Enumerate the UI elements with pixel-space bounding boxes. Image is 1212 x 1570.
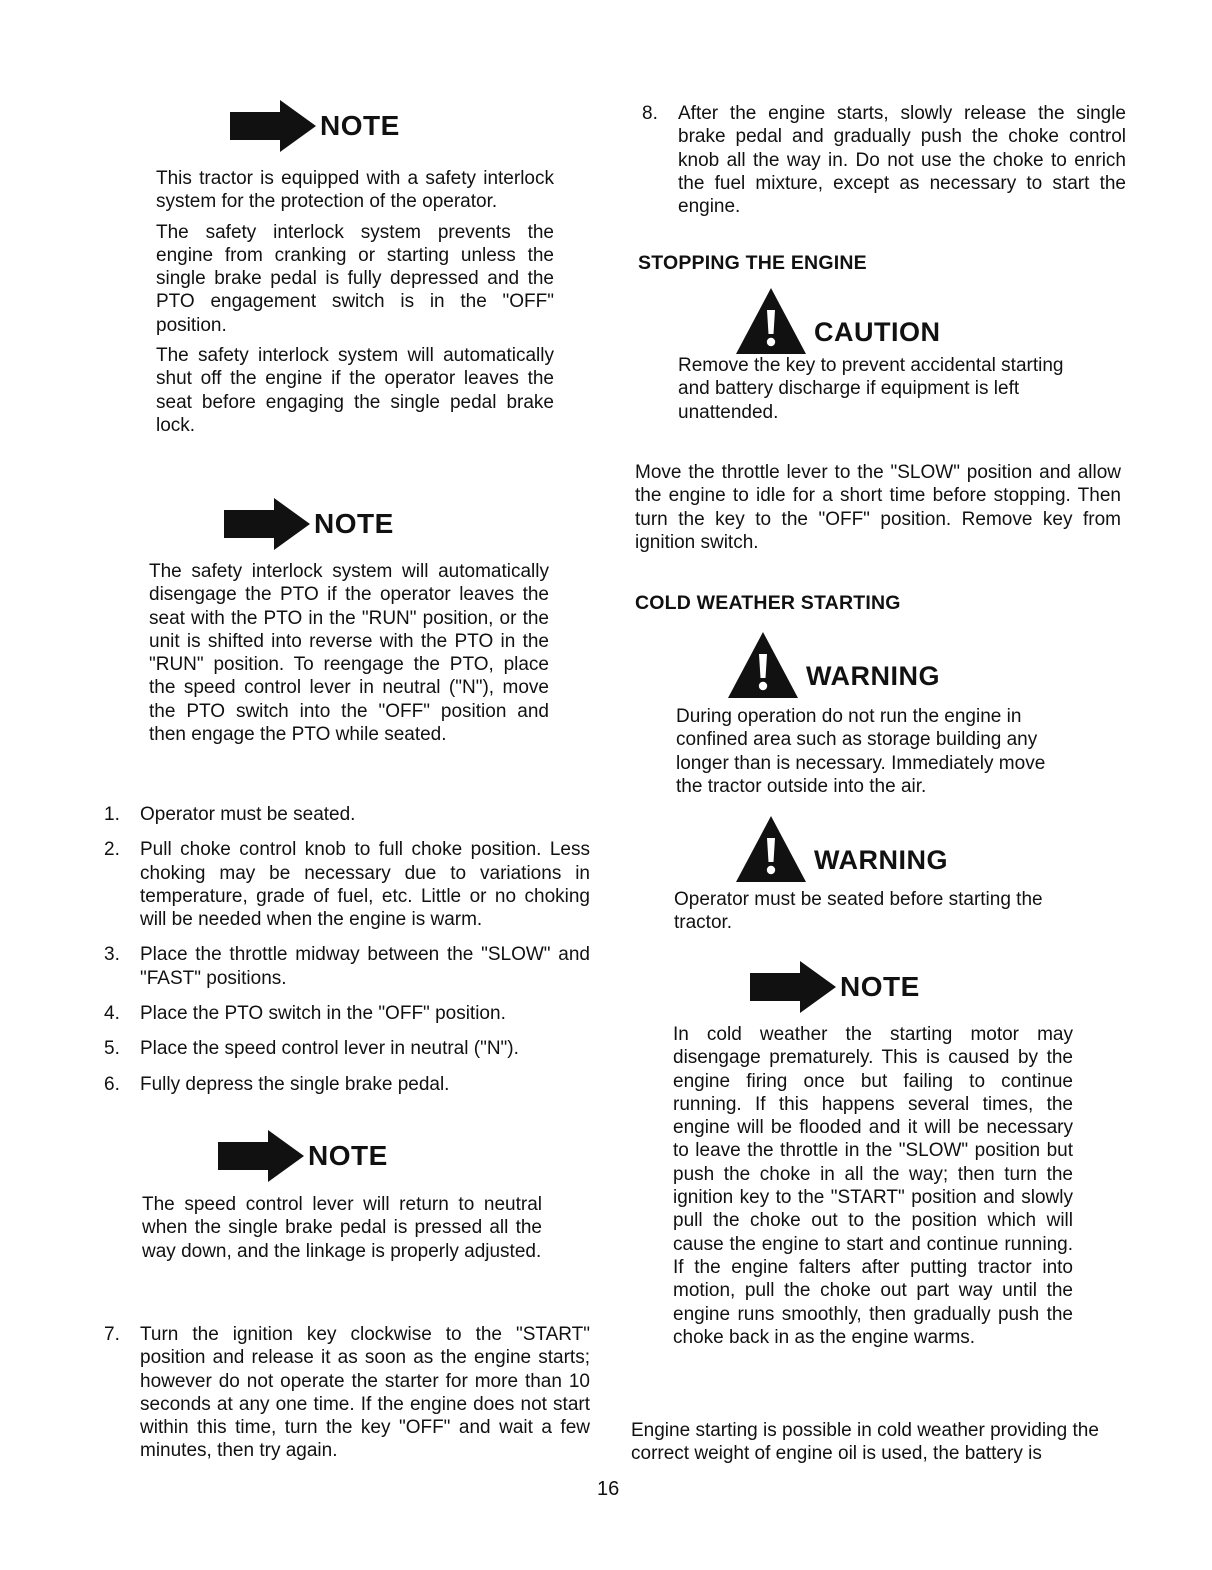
note-arrow-icon [218, 1130, 306, 1182]
note-4-body [673, 1023, 1073, 1349]
step-text: Turn the ignition key clockwise to the "START" position and release it as soon as the engine starts; however do not operate the starter for more than 10 seconds at any one time. If the engine does not start within this time, turn the key "OFF" and wait a few minutes, then try again. [140, 1324, 590, 1462]
note-label: NOTE [308, 1140, 388, 1171]
step-text: Place the PTO switch in the "OFF" position. [140, 1003, 506, 1025]
warning-label: WARNING [814, 845, 948, 875]
closing-text: Engine starting is possible in cold weather providing the correct weight of engine oil is used, the battery is [631, 1420, 1099, 1465]
note-arrow-icon [224, 498, 312, 550]
section-heading-cold-weather: COLD WEATHER STARTING [635, 592, 901, 614]
list-item [642, 102, 1126, 218]
note-3-text: The speed control lever will return to neutral when the single brake pedal is pressed all the way down, and the linkage is properly adjusted. [142, 1194, 542, 1262]
warning-heading-1 [726, 628, 940, 700]
note-arrow-icon [750, 961, 838, 1013]
note-label: NOTE [840, 971, 920, 1002]
step-text: Fully depress the single brake pedal. [140, 1073, 450, 1095]
note-label: NOTE [314, 508, 394, 539]
warning-2-body [674, 888, 1078, 935]
list-item [104, 1323, 590, 1463]
note-label: NOTE [320, 110, 400, 141]
step-text: Place the throttle midway between the "SLOW" and "FAST" positions. [140, 944, 590, 989]
step-8 [642, 102, 1126, 218]
step-number: 8. [642, 103, 658, 124]
closing-body [631, 1419, 1121, 1466]
step-number: 6. [104, 1073, 120, 1095]
list-item [104, 803, 590, 826]
caution-body [678, 354, 1078, 424]
note-1-paragraph-2: The safety interlock system prevents the engine from cranking or starting unless the single brake pedal is fully depressed and the PTO engagement switch is in the "OFF" position. [156, 221, 554, 336]
list-item [104, 943, 590, 990]
note-heading-3 [218, 1130, 388, 1182]
step-number: 2. [104, 839, 120, 861]
step-number: 1. [104, 804, 120, 825]
warning-1-text: During operation do not run the engine in confined area such as storage building any longer than is necessary. Immediately move the tractor outside into the air. [676, 706, 1046, 797]
note-4-text: In cold weather the starting motor may disengage prematurely. This is caused by the engine firing once but failing to continue running. If this happens several times, the engine will be flooded and it will be necessary to leave the throttle in the "SLOW" position but push the choke in all the way; then turn the ignition key to the "START" position and slowly pull the choke out to the position which will cause the engine to start and continue running. If the engine falters after putting tractor into motion, pull the choke out part way until the engine runs smoothly, then gradually push the choke back in as the engine warms. [673, 1024, 1073, 1348]
step-number: 4. [104, 1003, 120, 1025]
section-heading-stopping: STOPPING THE ENGINE [638, 252, 867, 274]
list-item [104, 1073, 590, 1096]
note-heading-2 [224, 498, 394, 550]
warning-2-text: Operator must be seated before starting the tractor. [674, 889, 1043, 934]
list-item [104, 1002, 590, 1025]
caution-heading [734, 284, 941, 356]
note-1-paragraph-3: The safety interlock system will automatically shut off the engine if the operator leaves the seat before engaging the single pedal brake lock. [156, 345, 554, 436]
note-heading-1 [230, 100, 400, 152]
note-1-body [156, 167, 554, 437]
caution-label: CAUTION [814, 317, 941, 347]
note-heading-4 [750, 961, 920, 1013]
list-item [104, 1037, 590, 1060]
step-7 [104, 1323, 590, 1463]
note-3-body [142, 1193, 542, 1263]
page-number: 16 [597, 1478, 620, 1500]
step-text: Pull choke control knob to full choke position. Less choking may be necessary due to variations in temperature, grade of fuel, etc. Little or no choking will be needed when the engine is warm. [140, 839, 590, 931]
warning-1-body [676, 705, 1076, 798]
note-2-body [149, 560, 549, 746]
warning-triangle-icon [734, 814, 808, 884]
list-item [104, 838, 590, 931]
warning-triangle-icon [734, 286, 808, 356]
step-number: 3. [104, 944, 120, 966]
step-text: Operator must be seated. [140, 804, 356, 825]
warning-heading-2 [734, 812, 948, 884]
caution-text: Remove the key to prevent accidental starting and battery discharge if equipment is left unattended. [678, 355, 1064, 423]
note-2-text: The safety interlock system will automatically disengage the PTO if the operator leaves the seat with the PTO in the "RUN" position, or the unit is shifted into reverse with the PTO in the "RUN" position. To reengage the PTO, place the speed control lever in neutral ("N"), move the PTO switch into the "OFF" position and then engage the PTO while seated. [149, 561, 549, 746]
note-1-paragraph-1: This tractor is equipped with a safety interlock system for the protection of the operator. [156, 168, 554, 213]
note-arrow-icon [230, 100, 318, 152]
step-number: 7. [104, 1324, 120, 1345]
step-text: Place the speed control lever in neutral ("N"). [140, 1038, 519, 1060]
stopping-text: Move the throttle lever to the "SLOW" position and allow the engine to idle for a short time before stopping. Then turn the key to the "OFF" position. Remove key from ignition switch. [635, 462, 1121, 553]
step-number: 5. [104, 1038, 120, 1060]
step-text: After the engine starts, slowly release the single brake pedal and gradually push the choke control knob all the way in. Do not use the choke to enrich the fuel mixture, except as necessary to start the engine. [678, 103, 1126, 218]
stopping-body [635, 461, 1121, 554]
warning-triangle-icon [726, 630, 800, 700]
warning-label: WARNING [806, 661, 940, 691]
starting-steps-list [104, 803, 590, 1096]
